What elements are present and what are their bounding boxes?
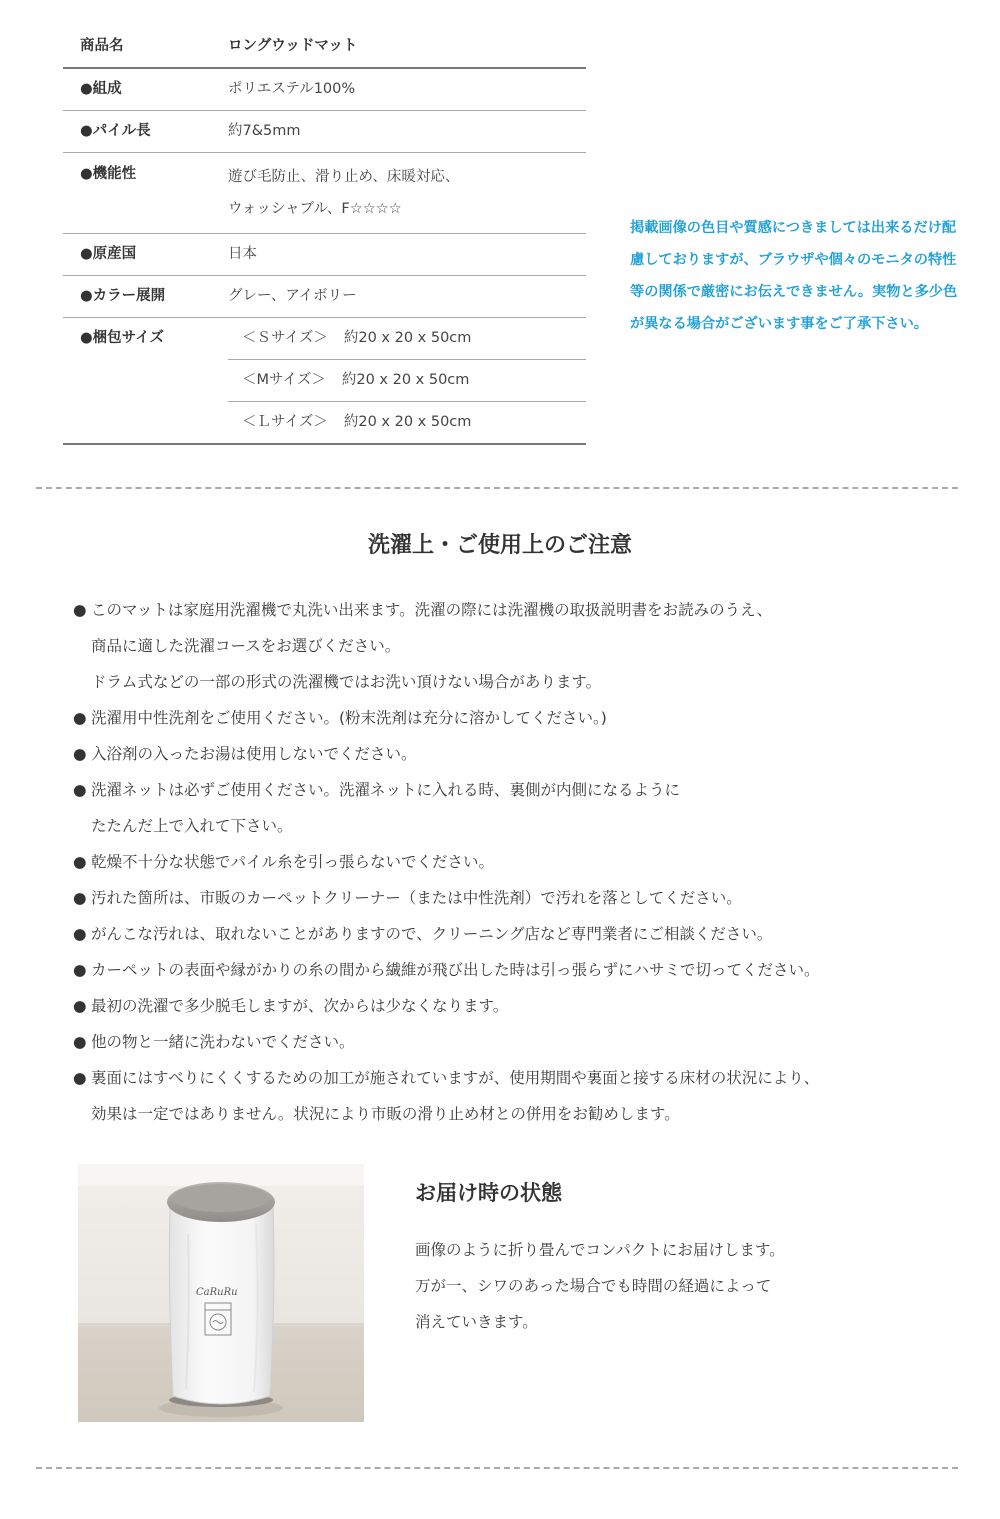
bag-logo-text: CaRuRu [196, 1287, 238, 1298]
note-text: 入浴剤の入ったお湯は使用しないでください。 [91, 745, 417, 763]
note-text: がんこな汚れは、取れないことがありますので、クリーニング店など専門業者にご相談ください。 [91, 925, 773, 943]
note-text: 汚れた箇所は、市販のカーペットクリーナー（または中性洗剤）で汚れを落としてください。 [91, 889, 742, 907]
spec-row-pile-length [63, 111, 586, 153]
size-dims: 約20 x 20 x 50cm [341, 372, 470, 388]
packing-size-l [228, 402, 586, 443]
dashed-divider [36, 487, 958, 489]
delivery-text [415, 1232, 785, 1340]
bullet-icon: ● [73, 997, 87, 1015]
delivery-text-line: 消えていきます。 [415, 1313, 538, 1331]
bullet-icon: ● [73, 781, 87, 799]
spec-value-line: ウォッシャブル、F☆☆☆☆ [228, 201, 402, 217]
spec-header-row [63, 26, 586, 69]
bullet-icon: ● [73, 889, 87, 907]
note-item [73, 844, 973, 880]
color-disclaimer: 掲載画像の色目や質感につきましては出来るだけ配慮しておりますが、ブラウザや個々のモニタの特性等の関係で厳密にお伝えできません。実物と多少色が異なる場合がございます事をご了承下さい。 [630, 220, 958, 332]
spec-header-label: 商品名 [80, 38, 124, 54]
size-name: ＜Ｌサイズ＞ [242, 414, 328, 430]
size-dims: 約20 x 20 x 50cm [343, 330, 472, 346]
note-item [73, 1024, 973, 1060]
product-photo [78, 1164, 364, 1422]
spec-value: 約7&5mm [228, 123, 301, 139]
spec-row-colors [63, 276, 586, 318]
note-text: 最初の洗濯で多少脱毛しますが、次からは少なくなります。 [91, 997, 509, 1015]
delivery-title: お届け時の状態 [415, 1181, 562, 1205]
bullet-icon: ● [73, 745, 87, 763]
packing-size-m [228, 360, 586, 402]
note-text: 洗濯用中性洗剤をご使用ください。(粉末洗剤は充分に溶かしてください。) [91, 709, 607, 727]
spec-label: ●パイル長 [80, 123, 151, 139]
note-item [73, 772, 973, 844]
notes-title: 洗濯上・ご使用上のご注意 [367, 533, 632, 558]
spec-row-features [63, 153, 586, 234]
note-item [73, 880, 973, 916]
size-dims: 約20 x 20 x 50cm [343, 414, 472, 430]
spec-value: グレー、アイボリー [228, 288, 357, 304]
dashed-divider [36, 1467, 958, 1469]
delivery-text-line: 画像のように折り畳んでコンパクトにお届けします。 [415, 1241, 785, 1259]
bullet-icon: ● [73, 961, 87, 979]
product-name: ロングウッドマット [228, 38, 358, 54]
spec-value: ポリエステル100% [228, 81, 356, 97]
bullet-icon: ● [73, 1033, 87, 1051]
note-text: 乾燥不十分な状態でパイル糸を引っ張らないでください。 [91, 853, 495, 871]
size-name: ＜Ｓサイズ＞ [242, 330, 328, 346]
spec-label: ●梱包サイズ [80, 330, 164, 346]
packing-size-s [228, 318, 586, 360]
spec-value-line: 遊び毛防止、滑り止め、床暖対応、 [228, 169, 460, 185]
spec-label: ●原産国 [80, 246, 137, 262]
spec-label: ●カラー展開 [80, 288, 166, 304]
note-text: 裏面にはすべりにくくするための加工が施されていますが、使用期間や裏面と接する床材の状況により、 効果は一定ではありません。状況により市販の滑り止め材との併用をお勧めします。 [91, 1069, 820, 1123]
notes-list [73, 592, 973, 1132]
spec-label: ●組成 [80, 81, 122, 97]
note-item [73, 700, 973, 736]
note-item [73, 592, 973, 700]
note-item [73, 1060, 973, 1132]
bullet-icon: ● [73, 601, 87, 619]
bullet-icon: ● [73, 925, 87, 943]
spec-value: 日本 [228, 246, 257, 262]
spec-value [228, 153, 586, 233]
bullet-icon: ● [73, 709, 87, 727]
note-text: カーペットの表面や縁がかりの糸の間から繊維が飛び出した時は引っ張らずにハサミで切ってください。 [91, 961, 820, 979]
spec-label: ●機能性 [80, 166, 137, 182]
delivery-text-line: 万が一、シワのあった場合でも時間の経過によって [415, 1277, 772, 1295]
bullet-icon: ● [73, 853, 87, 871]
note-item [73, 952, 973, 988]
spec-row-origin [63, 234, 586, 276]
note-text: このマットは家庭用洗濯機で丸洗い出来ます。洗濯の際には洗濯機の取扱説明書をお読みのうえ、 商品に適した洗濯コースをお選びください。 ドラム式などの一部の形式の洗濯機ではお洗い頂けない場合があります。 [91, 601, 773, 691]
bullet-icon: ● [73, 1069, 87, 1087]
note-item [73, 736, 973, 772]
size-name: ＜Mサイズ＞ [242, 372, 326, 388]
folded-mat-in-bag-image [78, 1164, 364, 1422]
note-item [73, 988, 973, 1024]
note-item [73, 916, 973, 952]
note-text: 他の物と一緒に洗わないでください。 [91, 1033, 355, 1051]
packing-sizes [228, 318, 586, 443]
spec-row-composition [63, 69, 586, 111]
spec-table [63, 26, 586, 445]
note-text: 洗濯ネットは必ずご使用ください。洗濯ネットに入れる時、裏側が内側になるように たたんだ上で入れて下さい。 [91, 781, 681, 835]
spec-row-packing [63, 318, 586, 445]
